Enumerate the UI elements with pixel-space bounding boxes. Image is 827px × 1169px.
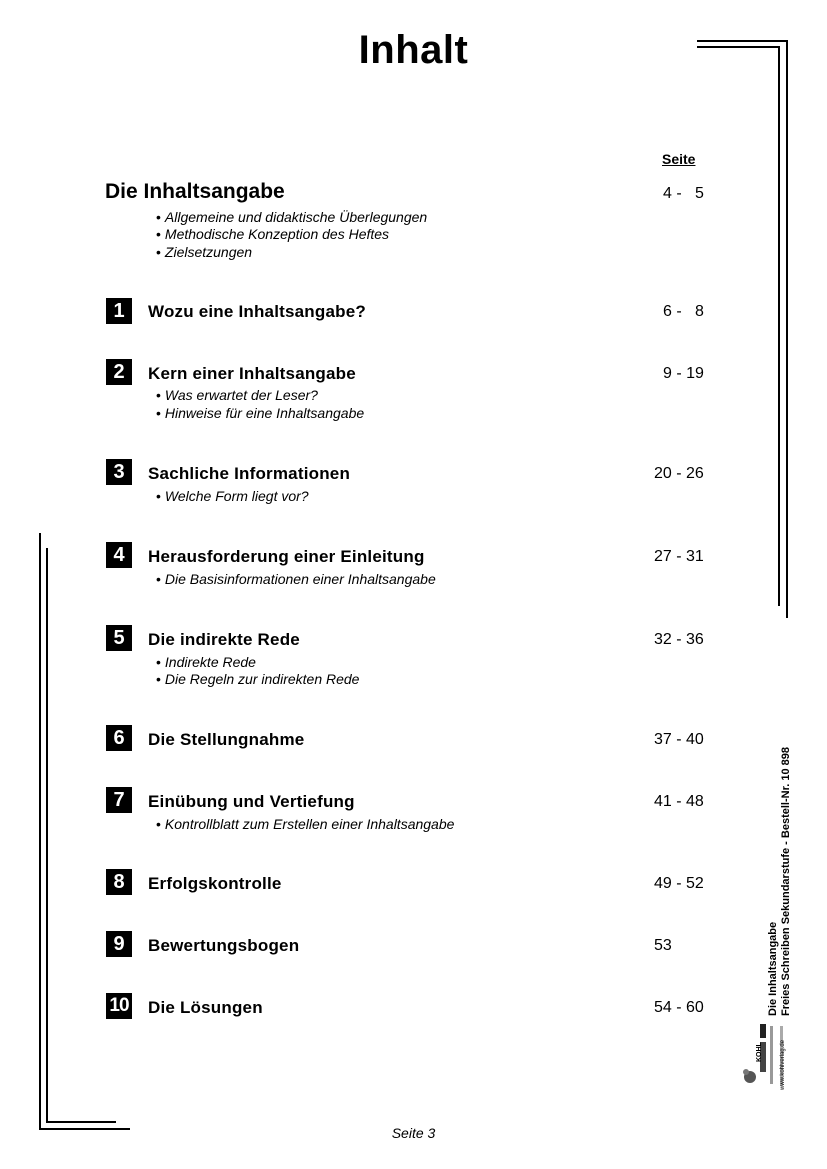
publication-series-order: Freies Schreiben Sekundarstufe - Bestell-Nr. 10 898 <box>780 746 792 1016</box>
pages-column-header: Seite <box>662 151 696 167</box>
section-pages: 37 - 40 <box>654 731 704 748</box>
section-number-badge: 6 <box>106 725 132 751</box>
section-pages: 9 - 19 <box>663 365 704 382</box>
intro-item: • Methodische Konzeption des Heftes <box>156 226 390 242</box>
section-title: Herausforderung einer Einleitung <box>148 547 425 566</box>
section-pages: 41 - 48 <box>654 793 704 810</box>
section-number-badge: 9 <box>106 931 132 957</box>
section-pages: 53 <box>654 937 672 954</box>
page-title: Inhalt <box>358 28 469 72</box>
section-subitem: • Was erwartet der Leser? <box>156 387 318 403</box>
section-number-badge: 8 <box>106 869 132 895</box>
section-subitem: • Indirekte Rede <box>156 654 256 670</box>
section-pages: 54 - 60 <box>654 999 704 1016</box>
section-number-badge: 1 <box>106 298 132 324</box>
frame-top-right-inner-v <box>778 46 780 606</box>
section-title: Die indirekte Rede <box>148 630 300 649</box>
publication-info <box>767 747 793 1016</box>
section-subitem: • Welche Form liegt vor? <box>156 488 309 504</box>
section-number-badge: 4 <box>106 542 132 568</box>
frame-bottom-left-outer-v <box>39 533 41 1130</box>
section-pages: 20 - 26 <box>654 465 704 482</box>
section-number-badge: 5 <box>106 625 132 651</box>
section-number-badge: 2 <box>106 359 132 385</box>
section-title: Sachliche Informationen <box>148 464 351 483</box>
publisher-url: www.kohlverlag.de <box>780 1039 786 1090</box>
section-pages: 6 - 8 <box>663 303 704 320</box>
section-subitem: • Hinweise für eine Inhaltsangabe <box>156 405 365 421</box>
section-number-badge: 3 <box>106 459 132 485</box>
section-subitem: • Kontrollblatt zum Erstellen einer Inhaltsangabe <box>156 816 455 832</box>
section-number-badge: 10 <box>106 993 132 1019</box>
section-number-badge: 7 <box>106 787 132 813</box>
section-pages: 49 - 52 <box>654 875 704 892</box>
section-title: Die Lösungen <box>148 998 263 1017</box>
publication-title: Die Inhaltsangabe <box>767 921 779 1016</box>
frame-bottom-left-inner-h <box>46 1121 116 1123</box>
section-title: Einübung und Vertiefung <box>148 792 355 811</box>
frame-bottom-left-inner-v <box>46 548 48 1123</box>
section-title: Erfolgskontrolle <box>148 874 282 893</box>
section-title: Die Stellungnahme <box>148 730 305 749</box>
page-footer: Seite 3 <box>391 1125 436 1141</box>
frame-top-right-outer-v <box>786 40 788 618</box>
publisher-name: KOHL <box>756 1042 763 1062</box>
section-title: Bewertungsbogen <box>148 936 300 955</box>
section-title: Wozu eine Inhaltsangabe? <box>148 302 366 321</box>
section-subitem: • Die Basisinformationen einer Inhaltsangabe <box>156 571 436 587</box>
intro-title: Die Inhaltsangabe <box>105 180 285 203</box>
intro-pages: 4 - 5 <box>663 185 704 202</box>
section-subitem: • Die Regeln zur indirekten Rede <box>156 671 360 687</box>
frame-top-right-outer-h <box>697 40 788 42</box>
intro-item: • Allgemeine und didaktische Überlegungen <box>156 209 428 225</box>
section-pages: 32 - 36 <box>654 631 704 648</box>
frame-top-right-inner-h <box>697 46 780 48</box>
intro-item: • Zielsetzungen <box>156 244 253 260</box>
section-title: Kern einer Inhaltsangabe <box>148 364 356 383</box>
section-pages: 27 - 31 <box>654 548 704 565</box>
